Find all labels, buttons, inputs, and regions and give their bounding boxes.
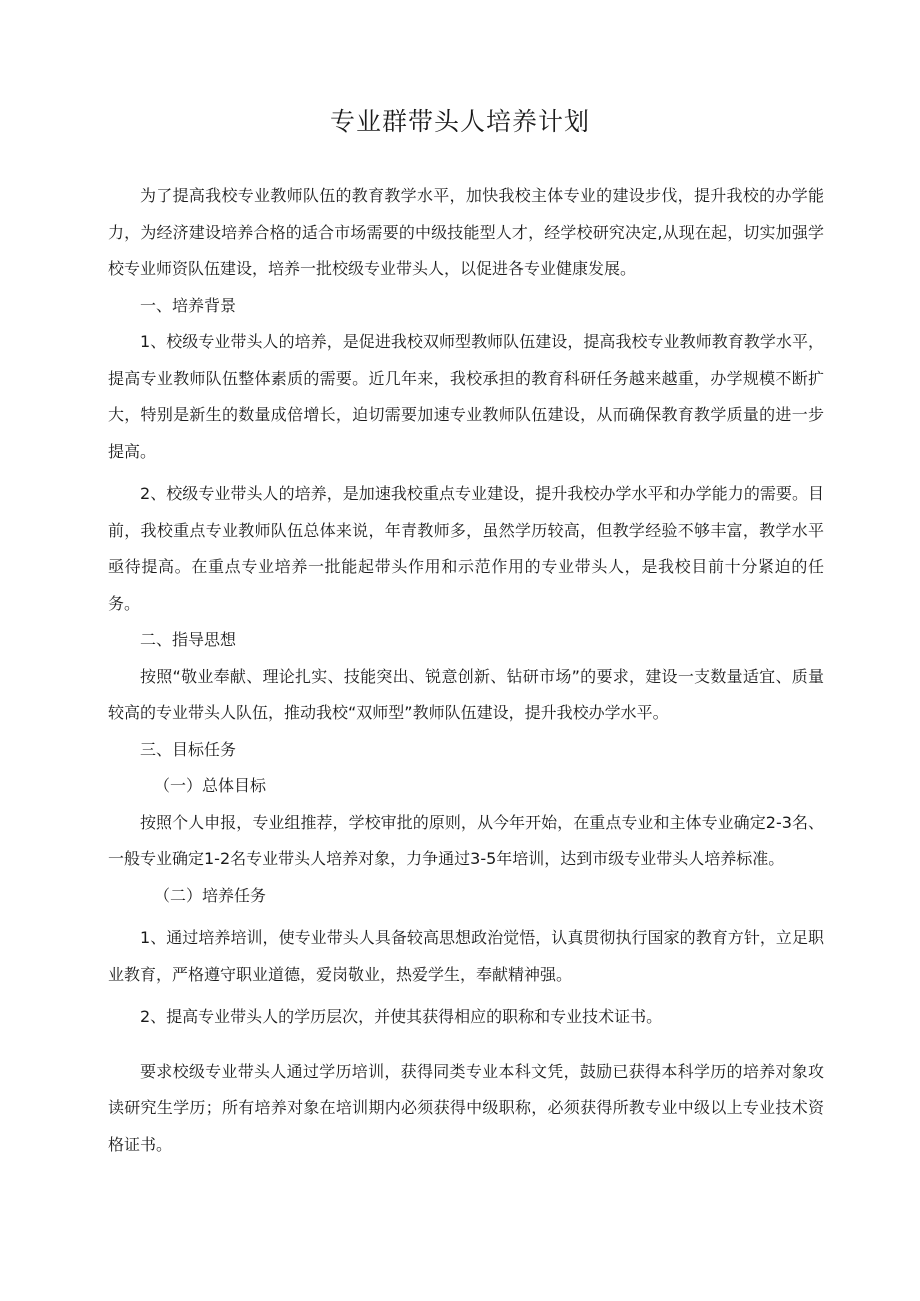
document-body bbox=[108, 178, 824, 1163]
training-task-paragraph-1: 1、通过培养培训，使专业带头人具备较高思想政治觉悟，认真贯彻执行国家的教育方针，立足职业教育，严格遵守职业道德，爱岗敬业，热爱学生，奉献精神强。 bbox=[108, 928, 824, 984]
section-heading-background: 一、培养背景 bbox=[140, 295, 237, 315]
background-paragraph-1: 1、校级专业带头人的培养，是促进我校双师型教师队伍建设，提高我校专业教师教育教学水平，提高专业教师队伍整体素质的需要。近几年来，我校承担的教育科研任务越来越重，办学规模不断扩大，特别是新生的数量成倍增长，迫切需要加速专业教师队伍建设，从而确保教育教学质量的进一步提高。 bbox=[108, 332, 824, 461]
guiding-ideology-paragraph: 按照“敬业奉献、理论扎实、技能突出、锐意创新、钻研市场”的要求，建设一支数量适宜、质量较高的专业带头人队伍，推动我校“双师型”教师队伍建设，提升我校办学水平。 bbox=[108, 666, 824, 722]
overall-goal-paragraph: 按照个人申报，专业组推荐，学校审批的原则，从今年开始，在重点专业和主体专业确定2-3名、一般专业确定1-2名专业带头人培养对象，力争通过3-5年培训，达到市级专业带头人培养标准。 bbox=[108, 812, 824, 868]
intro-paragraph: 为了提高我校专业教师队伍的教育教学水平，加快我校主体专业的建设步伐，提升我校的办学能力，为经济建设培养合格的适合市场需要的中级技能型人才，经学校研究决定,从现在起，切实加强学校专业师资队伍建设，培养一批校级专业带头人，以促进各专业健康发展。 bbox=[108, 186, 824, 278]
training-task-paragraph-3: 要求校级专业带头人通过学历培训，获得同类专业本科文凭，鼓励已获得本科学历的培养对象攻读研究生学历；所有培养对象在培训期内必须获得中级职称，必须获得所教专业中级以上专业技术资格证书。 bbox=[108, 1061, 824, 1154]
section-heading-goals-tasks: 三、目标任务 bbox=[140, 739, 237, 759]
subsection-heading-overall-goal: （一）总体目标 bbox=[154, 776, 267, 795]
training-task-paragraph-2: 2、提高专业带头人的学历层次，并使其获得相应的职称和专业技术证书。 bbox=[140, 1007, 663, 1026]
section-heading-guiding-ideology: 二、指导思想 bbox=[140, 630, 237, 649]
background-paragraph-2: 2、校级专业带头人的培养，是加速我校重点专业建设，提升我校办学水平和办学能力的需要。目前，我校重点专业教师队伍总体来说，年青教师多，虽然学历较高，但教学经验不够丰富，教学水平亟待提高。在重点专业培养一批能起带头作用和示范作用的专业带头人，是我校目前十分紧迫的任务。 bbox=[108, 484, 824, 613]
document-title: 专业群带头人培养计划 bbox=[329, 107, 590, 136]
subsection-heading-training-tasks: （二）培养任务 bbox=[154, 885, 267, 905]
